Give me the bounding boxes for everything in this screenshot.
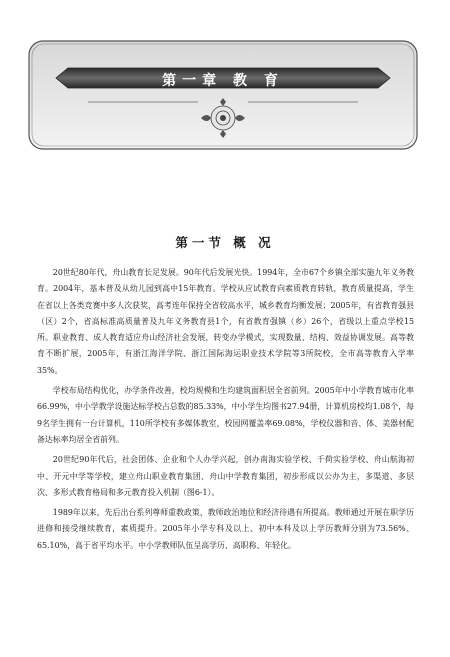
paragraph: 学校布局结构优化，办学条件改善，校均规模和生均建筑面积居全省前列。2005年中小学教育城市化率66.99%，中小学教学设施达标学校占总数的85.33%，中小学生均图书27.94册，计算机房校均1.08个，每9名学生拥有一台计算机，110所学校有多媒体教室，校园网覆盖率69.08%，学校仪器和音、体、美器材配备达标率均居全省前列。 [37,386,414,444]
paragraph: 1989年以来，先后出台系列尊师重教政策，教师政治地位和经济待遇有所提高。教师通过开展在职学历进修和接受继续教育，素质提升。2005年小学专科及以上、初中本科及以上学历教师分别为73.56%、65.10%，高于省平均水平。中小学教师队伍呈高学历、高职称、年轻化。 [37,508,414,550]
body-text [37,265,414,558]
chapter-title: 第一章 教 育 [162,73,284,89]
paragraph: 20世纪80年代，舟山教育长足发展。90年代后发展光快。1994年，全市67个乡镇全部实施九年义务教育。2004年，基本普及从幼儿园到高中15年教育。学校从应试教育向素质教育转轨，教育质量提高，学生在省以上各类竞赛中多人次获奖，高考连年保持全省较高水平，城乡教育均衡发展；2005年，有省教育强县（区）2个，省高标准高质量普及九年义务教育县1个，有省教育强镇（乡）26个，省级以上重点学校15所。职业教育、成人教育适应舟山经济社会发展，转变办学模式，实现数量、结构、效益协调发展。高等教育不断扩展，2005年，有浙江海洋学院、浙江国际海运职业技术学院等3所院校，全市高等教育入学率35%。 [37,268,414,375]
chapter-banner [28,40,418,150]
banner-frame [28,40,418,150]
section-title: 第一节 概 况 [175,235,275,250]
paragraph: 20世纪90年代后，社会团体、企业和个人办学兴起，创办南海实验学校、千荷实验学校、舟山航海初中、开元中学等学校，建立舟山职业教育集团、舟山中学教育集团，初步形成以公办为主，多渠道、多层次、多形式教育格局和多元教育投入机制（图6-1）。 [37,455,414,497]
